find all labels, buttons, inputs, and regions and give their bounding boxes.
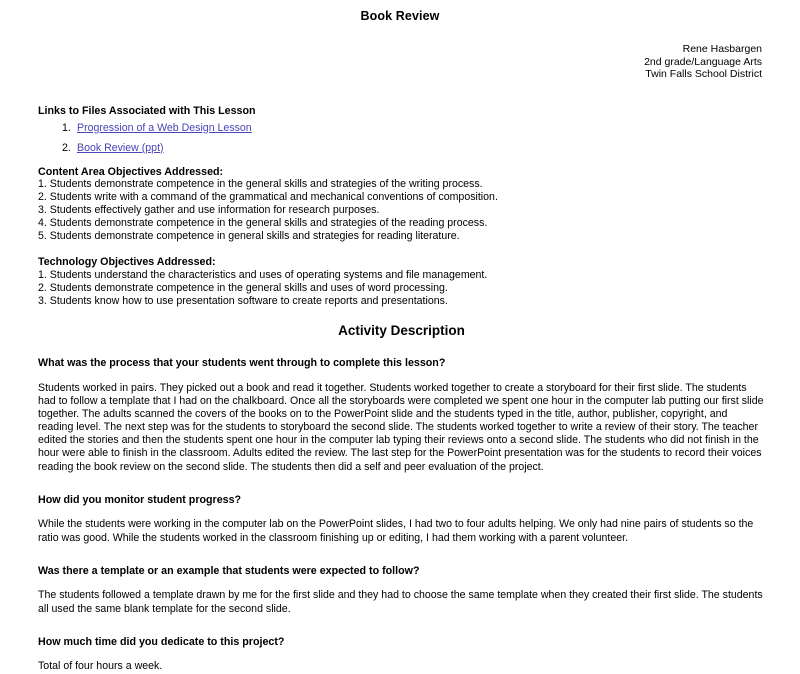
answer-template: The students followed a template drawn by me for the first slide and they had to choose the same template when they created their first slide. The students all used the same blank template for the second slide.	[38, 589, 763, 615]
author-role: 2nd grade/Language Arts	[644, 55, 762, 68]
answer-monitor-progress: While the students were working in the computer lab on the PowerPoint slides, I had two to four adults helping. We only had nine pairs of students so the ratio was good. While the students worked in the classroom finishing up or editing, I had them working with a parent volunteer.	[38, 518, 754, 544]
list-item	[38, 138, 765, 158]
list-item	[38, 118, 765, 138]
list-item-number: 2.	[62, 141, 71, 154]
answer-process: Students worked in pairs. They picked out a book and read it together. Students worked together to create a storyboard for their first slide. The students had to follow a template that I had on the chalkboard. Once all the storyboards were completed we spent one hour in the computer lab putting our first slide together. The adults scanned the covers of the books on to the PowerPoint slide and the students typed in the title, author, publisher, copyright, and reading level. The next step was for the students to storyboard the second slide. The students worked together to write a review of their story. The teacher edited the stories and then the students spent one hour in the computer lab typing their reviews onto a second slide. The students who did not finish in the hour were able to finish in the classroom. Adults edited the review. The last step for the PowerPoint presentation was for the students to record their voices reading the book review on the second slide. The students then did a self and peer evaluation of the project.	[38, 382, 764, 473]
content-objectives-list	[38, 178, 765, 243]
list-item-number: 1.	[62, 121, 71, 134]
question-template: Was there a template or an example that students were expected to follow?	[38, 564, 420, 577]
list-item: 2. Students demonstrate competence in the general skills and uses of word processing.	[38, 281, 448, 294]
technology-objectives-list	[38, 269, 765, 308]
author-block	[0, 43, 762, 81]
page-title: Book Review	[360, 9, 440, 23]
author-name: Rene Hasbargen	[682, 43, 762, 55]
list-item: 4. Students demonstrate competence in the general skills and strategies of the reading process.	[38, 217, 488, 230]
question-process: What was the process that your students went through to complete this lesson?	[38, 357, 446, 370]
answer-time-dedicated: Total of four hours a week.	[38, 660, 163, 673]
list-item: 1. Students demonstrate competence in the general skills and strategies of the writing process.	[38, 178, 483, 191]
lesson-files-list	[38, 118, 765, 158]
activity-description-heading: Activity Description	[338, 323, 465, 339]
link-progression-of-a-web-design-lesson[interactable]: Progression of a Web Design Lesson	[77, 121, 252, 134]
content-objectives-heading: Content Area Objectives Addressed:	[38, 165, 224, 178]
list-item: 3. Students know how to use presentation software to create reports and presentations.	[38, 294, 448, 307]
list-item: 2. Students write with a command of the grammatical and mechanical conventions of composition.	[38, 191, 498, 204]
technology-objectives-heading: Technology Objectives Addressed:	[38, 255, 216, 268]
list-item: 5. Students demonstrate competence in general skills and strategies for reading literature.	[38, 230, 460, 242]
document-page	[0, 9, 800, 673]
list-item: 3. Students effectively gather and use information for research purposes.	[38, 204, 380, 217]
author-district: Twin Falls School District	[645, 68, 762, 81]
link-book-review-ppt[interactable]: Book Review (ppt)	[77, 141, 164, 154]
list-item: 1. Students understand the characteristics and uses of operating systems and file management.	[38, 268, 488, 281]
question-time-dedicated: How much time did you dedicate to this project?	[38, 635, 285, 648]
links-section-heading: Links to Files Associated with This Lesson	[38, 104, 256, 117]
question-monitor-progress: How did you monitor student progress?	[38, 493, 242, 506]
document-body	[38, 105, 765, 674]
